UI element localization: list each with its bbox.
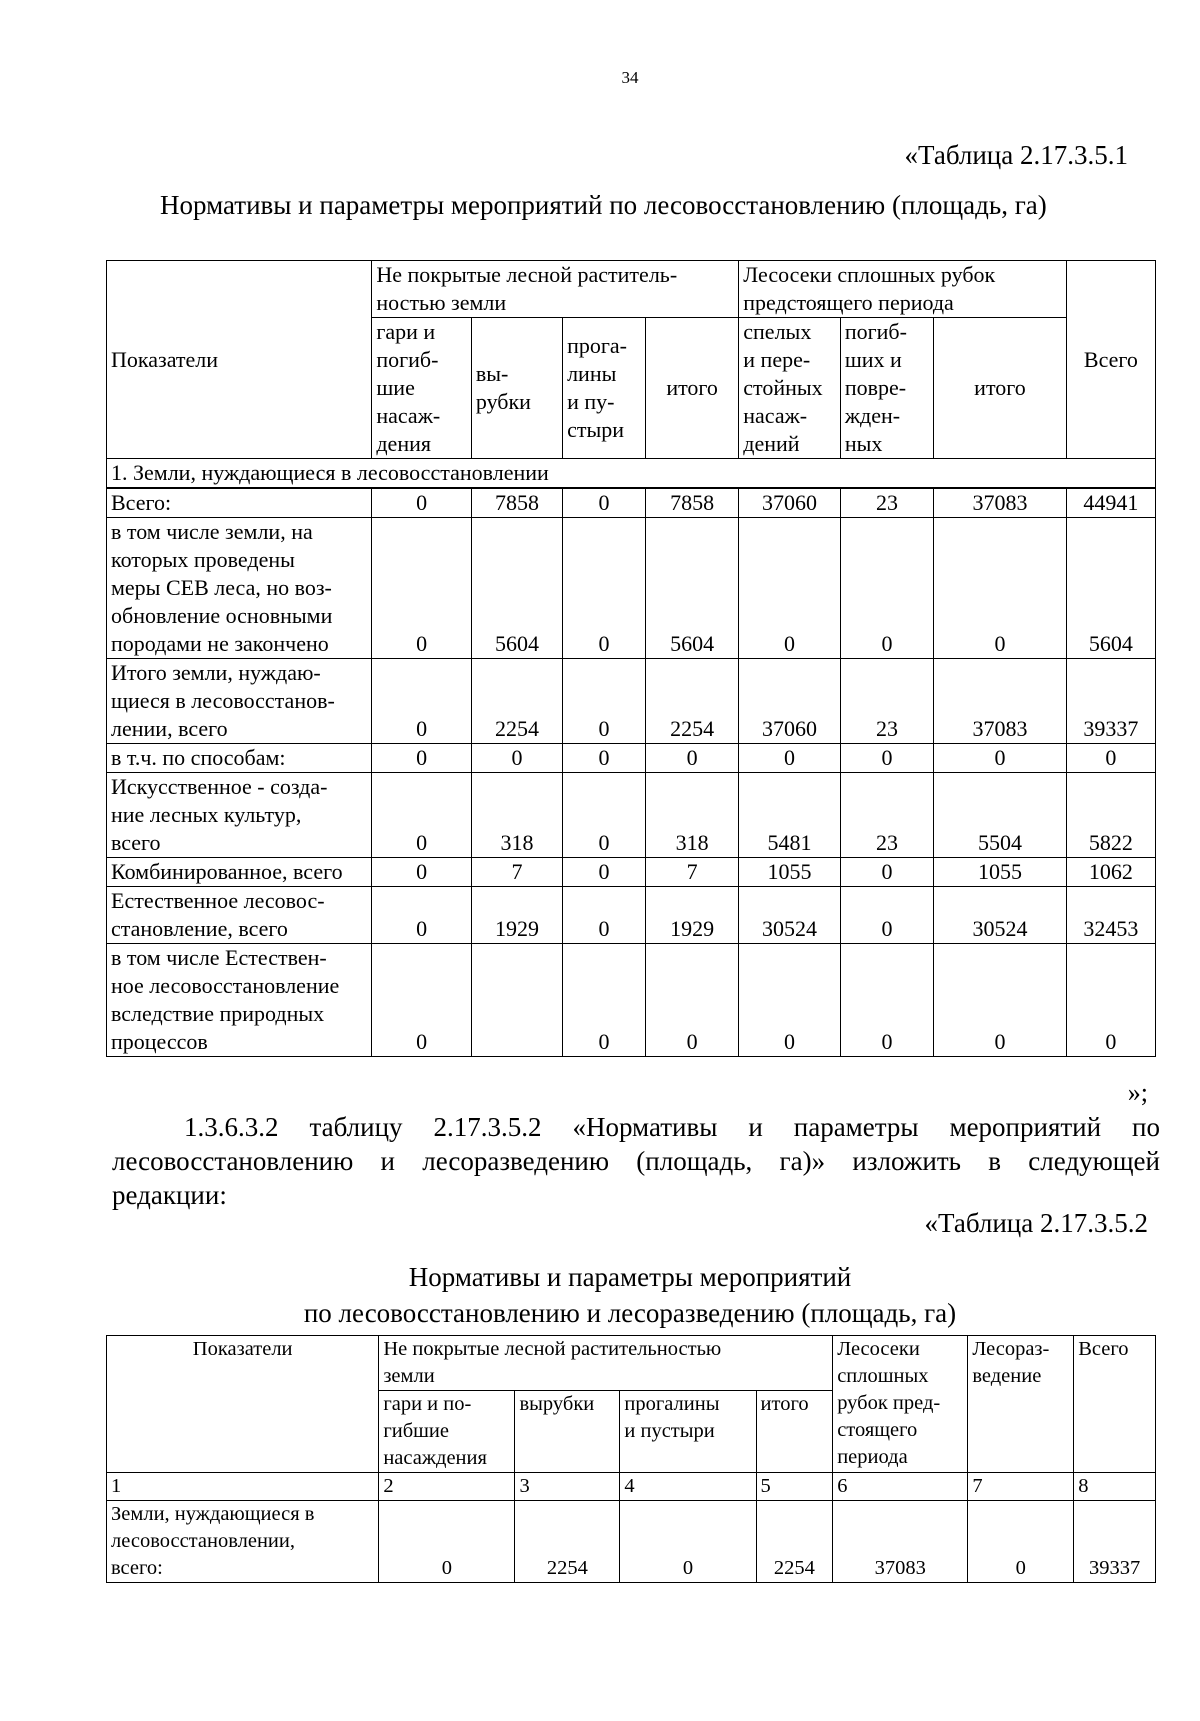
cell-burned: 0 bbox=[372, 744, 472, 773]
column-number: 7 bbox=[968, 1473, 1074, 1501]
cell-cuttings bbox=[471, 944, 562, 1057]
cell-glades: 0 bbox=[563, 744, 646, 773]
cell-subtotal-1: 2254 bbox=[645, 659, 738, 744]
cell-subtotal-1: 7 bbox=[645, 858, 738, 887]
cell-cuttings: 2254 bbox=[471, 659, 562, 744]
cell-burned: 0 bbox=[372, 858, 472, 887]
cell-total: 32453 bbox=[1066, 887, 1155, 944]
cell-damaged: 0 bbox=[840, 744, 933, 773]
table2-header-row-1 bbox=[107, 1336, 1156, 1391]
page-number: 34 bbox=[621, 68, 639, 87]
table1-title: Нормативы и параметры мероприятий по лесовосстановлению (площадь, га) bbox=[160, 190, 1047, 220]
column-number: 3 bbox=[515, 1473, 620, 1501]
table2-title-line-2: по лесовосстановлению и лесоразведению (площадь, га) bbox=[303, 1298, 957, 1328]
cell-damaged: 23 bbox=[840, 488, 933, 518]
row-label: Комбинированное, всего bbox=[107, 858, 372, 887]
cell-subtotal-2: 0 bbox=[934, 944, 1067, 1057]
cell-subtotal-2: 37083 bbox=[934, 659, 1067, 744]
cell-cuttings: 0 bbox=[471, 744, 562, 773]
table1-header-mature: спелых и пере- стойных насаж- дений bbox=[739, 318, 841, 459]
table1-header-clearcuts: Лесосеки сплошных рубок предстоящего периода bbox=[739, 261, 1067, 318]
cell-subtotal-2: 5504 bbox=[934, 773, 1067, 858]
table1-header-burned: гари и погиб- шие насаж- дения bbox=[372, 318, 472, 459]
row-label: в том числе Естествен- ное лесовосстановление вследствие природных процессов bbox=[107, 944, 372, 1057]
table2-header-cuttings: вырубки bbox=[515, 1391, 620, 1473]
table1-header-subtotal-2: итого bbox=[934, 318, 1067, 459]
cell-glades: 0 bbox=[563, 659, 646, 744]
cell-total: 44941 bbox=[1066, 488, 1155, 518]
table1-section-row bbox=[107, 459, 1156, 489]
cell-afforestation: 0 bbox=[968, 1501, 1074, 1583]
cell-mature: 0 bbox=[739, 744, 841, 773]
cell-burned: 0 bbox=[372, 488, 472, 518]
table1-header-damaged: погиб- ших и повре- жден- ных bbox=[840, 318, 933, 459]
cell-glades: 0 bbox=[563, 488, 646, 518]
row-label: Всего: bbox=[107, 488, 372, 518]
table2-header-afforestation: Лесораз- ведение bbox=[968, 1336, 1074, 1473]
cell-burned: 0 bbox=[372, 773, 472, 858]
table1-header-subtotal-1: итого bbox=[645, 318, 738, 459]
table-row bbox=[107, 773, 1156, 858]
cell-mature: 0 bbox=[739, 944, 841, 1057]
paragraph-line-1: 1.3.6.3.2 таблицу 2.17.3.5.2 «Нормативы и параметры мероприятий по bbox=[184, 1112, 1160, 1142]
table1-header-glades: прога- лины и пу- стыри bbox=[563, 318, 646, 459]
table2-header-total: Всего bbox=[1074, 1336, 1156, 1473]
cell-total: 39337 bbox=[1074, 1501, 1156, 1583]
cell-subtotal-1: 5604 bbox=[645, 518, 738, 659]
cell-cuttings: 2254 bbox=[515, 1501, 620, 1583]
cell-mature: 37060 bbox=[739, 659, 841, 744]
table-row bbox=[107, 518, 1156, 659]
table-row bbox=[107, 488, 1156, 518]
table1-header-cuttings: вы- рубки bbox=[471, 318, 562, 459]
cell-glades: 0 bbox=[620, 1501, 756, 1583]
paragraph-line-2: лесовосстановлению и лесоразведению (площадь, га)» изложить в следующей bbox=[112, 1146, 1160, 1176]
table1-header-uncovered-lands: Не покрытые лесной раститель- ностью земли bbox=[372, 261, 739, 318]
cell-total: 0 bbox=[1066, 944, 1155, 1057]
cell-damaged: 0 bbox=[840, 887, 933, 944]
table2 bbox=[106, 1335, 1156, 1583]
cell-mature: 30524 bbox=[739, 887, 841, 944]
cell-subtotal-2: 0 bbox=[934, 744, 1067, 773]
table-row bbox=[107, 744, 1156, 773]
table1-header-total: Всего bbox=[1066, 261, 1155, 459]
cell-subtotal-1: 318 bbox=[645, 773, 738, 858]
table1-header-row-1 bbox=[107, 261, 1156, 318]
cell-glades: 0 bbox=[563, 944, 646, 1057]
cell-total: 5604 bbox=[1066, 518, 1155, 659]
cell-burned: 0 bbox=[372, 518, 472, 659]
cell-clearcuts: 37083 bbox=[833, 1501, 968, 1583]
cell-subtotal-1: 7858 bbox=[645, 488, 738, 518]
amendment-paragraph bbox=[112, 1110, 1160, 1212]
cell-glades: 0 bbox=[563, 858, 646, 887]
cell-subtotal-1: 1929 bbox=[645, 887, 738, 944]
table2-header-uncovered-lands: Не покрытые лесной растительностью земли bbox=[379, 1336, 833, 1391]
cell-total: 1062 bbox=[1066, 858, 1155, 887]
cell-cuttings: 7858 bbox=[471, 488, 562, 518]
row-label: в том числе земли, на которых проведены меры СЕВ леса, но воз- обновление основными породами не закончено bbox=[107, 518, 372, 659]
table2-header-clearcuts: Лесосеки сплошных рубок пред- стоящего периода bbox=[833, 1336, 968, 1473]
column-number: 1 bbox=[107, 1473, 379, 1501]
table1-section-title: 1. Земли, нуждающиеся в лесовосстановлении bbox=[107, 459, 1156, 489]
cell-glades: 0 bbox=[563, 773, 646, 858]
row-label: в т.ч. по способам: bbox=[107, 744, 372, 773]
paragraph-line-3: редакции: bbox=[112, 1180, 227, 1210]
table-row bbox=[107, 944, 1156, 1057]
table2-label: «Таблица 2.17.3.5.2 bbox=[924, 1208, 1148, 1238]
cell-damaged: 23 bbox=[840, 659, 933, 744]
cell-subtotal-2: 1055 bbox=[934, 858, 1067, 887]
column-number: 5 bbox=[756, 1473, 833, 1501]
table1-label: «Таблица 2.17.3.5.1 bbox=[904, 140, 1128, 170]
cell-total: 5822 bbox=[1066, 773, 1155, 858]
cell-subtotal: 2254 bbox=[756, 1501, 833, 1583]
cell-damaged: 0 bbox=[840, 944, 933, 1057]
column-number: 8 bbox=[1074, 1473, 1156, 1501]
cell-subtotal-2: 0 bbox=[934, 518, 1067, 659]
cell-subtotal-2: 30524 bbox=[934, 887, 1067, 944]
table-row bbox=[107, 1501, 1156, 1583]
cell-cuttings: 7 bbox=[471, 858, 562, 887]
cell-mature: 5481 bbox=[739, 773, 841, 858]
table-row bbox=[107, 887, 1156, 944]
cell-burned: 0 bbox=[379, 1501, 515, 1583]
table2-header-indicators: Показатели bbox=[107, 1336, 379, 1473]
cell-mature: 1055 bbox=[739, 858, 841, 887]
table2-header-burned: гари и по- гибшие насаждения bbox=[379, 1391, 515, 1473]
cell-cuttings: 318 bbox=[471, 773, 562, 858]
cell-cuttings: 5604 bbox=[471, 518, 562, 659]
cell-glades: 0 bbox=[563, 518, 646, 659]
cell-total: 39337 bbox=[1066, 659, 1155, 744]
column-number: 6 bbox=[833, 1473, 968, 1501]
table2-column-numbers-row bbox=[107, 1473, 1156, 1501]
cell-total: 0 bbox=[1066, 744, 1155, 773]
cell-burned: 0 bbox=[372, 659, 472, 744]
table2-header-subtotal: итого bbox=[756, 1391, 833, 1473]
column-number: 2 bbox=[379, 1473, 515, 1501]
cell-damaged: 23 bbox=[840, 773, 933, 858]
cell-burned: 0 bbox=[372, 887, 472, 944]
table2-title-line-1: Нормативы и параметры мероприятий bbox=[408, 1262, 852, 1292]
cell-damaged: 0 bbox=[840, 518, 933, 659]
cell-burned: 0 bbox=[372, 944, 472, 1057]
table-row bbox=[107, 858, 1156, 887]
row-label: Искусственное - созда- ние лесных культур, всего bbox=[107, 773, 372, 858]
cell-subtotal-1: 0 bbox=[645, 744, 738, 773]
column-number: 4 bbox=[620, 1473, 756, 1501]
cell-mature: 0 bbox=[739, 518, 841, 659]
cell-glades: 0 bbox=[563, 887, 646, 944]
cell-cuttings: 1929 bbox=[471, 887, 562, 944]
cell-subtotal-1: 0 bbox=[645, 944, 738, 1057]
table2-header-glades: прогалины и пустыри bbox=[620, 1391, 756, 1473]
table1-header-indicators: Показатели bbox=[107, 261, 372, 459]
table-row bbox=[107, 659, 1156, 744]
row-label: Естественное лесовос- становление, всего bbox=[107, 887, 372, 944]
row-label: Итого земли, нуждаю- щиеся в лесовосстанов- лении, всего bbox=[107, 659, 372, 744]
table1 bbox=[106, 260, 1156, 1057]
cell-damaged: 0 bbox=[840, 858, 933, 887]
cell-mature: 37060 bbox=[739, 488, 841, 518]
closing-quote: »; bbox=[1127, 1078, 1148, 1107]
cell-subtotal-2: 37083 bbox=[934, 488, 1067, 518]
row-label: Земли, нуждающиеся в лесовосстановлении, всего: bbox=[107, 1501, 379, 1583]
